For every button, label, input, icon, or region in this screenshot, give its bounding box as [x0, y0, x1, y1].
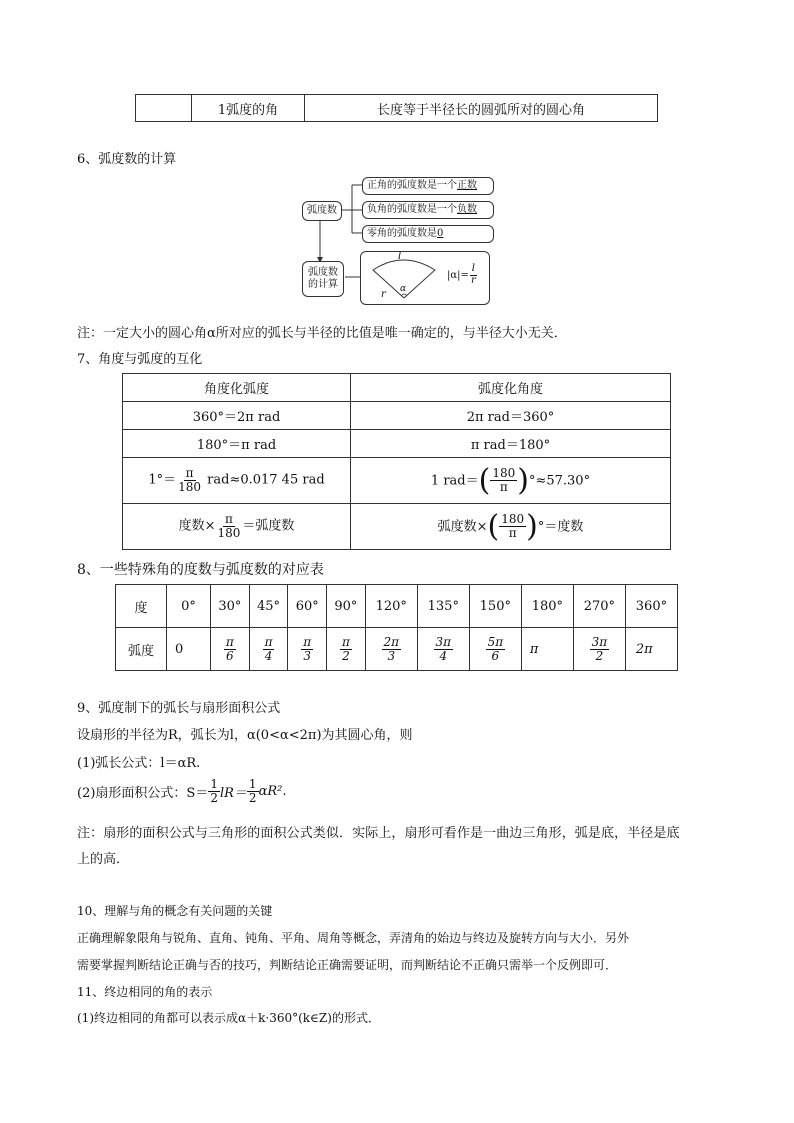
rad-num: π — [341, 634, 350, 649]
rad-frac — [590, 636, 610, 662]
conv-r4-left — [123, 504, 351, 550]
f2-num-2: 1 — [248, 777, 257, 791]
rad-cell — [327, 628, 366, 671]
section-9-note-line-1: 注：扇形的面积公式与三角形的面积公式类似．实际上，扇形可看作是一曲边三角形，弧是底，半径是底 — [77, 826, 680, 841]
conv-r3-left-a: 1°＝ — [148, 473, 177, 488]
rad-num: 5π — [487, 634, 504, 649]
conv-r4-right-num: 180 — [501, 512, 525, 527]
conv-r3-right-b: °≈57.30° — [528, 473, 591, 488]
conv-r3-right-den: π — [499, 480, 508, 494]
f2-den-1: 2 — [210, 790, 218, 805]
deg-cell: 150° — [469, 585, 521, 628]
diagram-negative-box — [362, 201, 494, 219]
f2-c: αR². — [258, 783, 287, 799]
sector-angle-label: α — [400, 284, 407, 294]
sector-figure — [365, 254, 445, 302]
section-8-heading: 8、一些特殊角的度数与弧度数的对应表 — [77, 562, 324, 578]
diagram-negative-emphasis: 负数 — [457, 204, 477, 215]
angles-row1-label: 度 — [116, 585, 167, 628]
rad-frac — [301, 636, 313, 662]
rad-den: 6 — [226, 648, 234, 663]
section-11-heading: 11、终边相同的角的表示 — [77, 985, 213, 999]
deg-cell: 45° — [249, 585, 288, 628]
conv-r4-left-frac — [215, 513, 242, 539]
deg-cell: 180° — [521, 585, 573, 628]
conv-r3-right-a: 1 rad＝ — [430, 473, 479, 488]
conv-r4-right-b: °＝度数 — [537, 519, 584, 534]
section-7-heading: 7、角度与弧度的互化 — [77, 352, 203, 367]
deg-cell: 360° — [625, 585, 677, 628]
rad-frac — [486, 636, 506, 662]
top-table-cell-2: 1弧度的角 — [192, 95, 305, 122]
diagram-sector-box — [360, 251, 490, 305]
top-table-cell-1 — [136, 95, 192, 122]
deg-cell: 30° — [211, 585, 250, 628]
deg-cell: 135° — [417, 585, 469, 628]
conversion-table — [122, 373, 671, 550]
top-table — [135, 94, 658, 122]
rad-cell — [211, 628, 250, 671]
special-angles-table — [115, 584, 678, 671]
diagram-calc-line-2: 的计算 — [308, 279, 338, 290]
conv-r3-right — [351, 458, 671, 504]
section-9-heading: 9、弧度制下的弧长与扇形面积公式 — [77, 701, 281, 716]
rad-num: 3π — [591, 634, 608, 649]
section-9-intro: 设扇形的半径为R，弧长为l，α(0<α<2π)为其圆心角，则 — [77, 728, 413, 743]
diagram-positive-box — [362, 177, 494, 195]
f2-frac-2 — [247, 778, 259, 804]
f2-a: (2)扇形面积公式：S＝ — [77, 785, 209, 801]
deg-cell: 270° — [573, 585, 625, 628]
conv-head-right: 弧度化角度 — [351, 374, 671, 402]
section-11-line-1: (1)终边相同的角都可以表示成α＋k·360°(k∈Z)的形式． — [77, 1011, 380, 1025]
rad-cell: 2π — [625, 628, 677, 671]
rad-den: 2 — [595, 648, 604, 663]
conv-r2-right: π rad＝180° — [351, 430, 671, 458]
section-10-line-1: 正确理解象限角与锐角、直角、钝角、平角、周角等概念，弄清角的始边与终边及旋转方向与大小．另外 — [77, 931, 630, 945]
rad-cell — [573, 628, 625, 671]
radian-diagram — [300, 173, 495, 305]
conv-r3-right-frac — [490, 467, 517, 493]
conv-r4-left-a: 度数× — [178, 519, 216, 534]
rad-den: 3 — [387, 648, 396, 663]
rad-cell — [469, 628, 521, 671]
conv-r4-right-a: 弧度数× — [437, 519, 488, 534]
conv-r3-right-close-paren: ) — [517, 462, 529, 498]
rad-num: 2π — [383, 634, 400, 649]
rad-num: π — [264, 634, 273, 649]
conv-r4-left-den: 180 — [217, 526, 241, 540]
rad-den: 6 — [491, 648, 500, 663]
conv-r2-left: 180°＝π rad — [123, 430, 351, 458]
rad-num: π — [303, 634, 312, 649]
deg-cell: 60° — [288, 585, 327, 628]
f2-num-1: 1 — [210, 777, 218, 791]
rad-cell — [417, 628, 469, 671]
conv-r3-left-b: rad≈0.017 45 rad — [207, 473, 325, 488]
rad-num: π — [225, 634, 234, 649]
conv-r4-right — [351, 504, 671, 550]
conv-r4-left-b: ＝弧度数 — [242, 519, 295, 534]
deg-cell: 0° — [167, 585, 211, 628]
conv-r4-right-open-paren: ( — [487, 508, 500, 544]
sector-radius-label: r — [381, 289, 386, 300]
section-9-note-line-2: 上的高． — [77, 852, 130, 867]
rad-den: 2 — [342, 648, 350, 663]
rad-cell: 0 — [167, 628, 211, 671]
diagram-calc-box — [302, 261, 344, 297]
f2-frac-1 — [208, 778, 220, 804]
conv-r3-right-open-paren: ( — [478, 462, 491, 498]
section-9-formula-2 — [77, 778, 286, 804]
conv-r1-right: 2π rad＝360° — [351, 402, 671, 430]
diagram-zero-box — [362, 225, 494, 243]
diagram-negative-label: 负角的弧度数是一个 — [367, 204, 457, 215]
conv-r1-left: 360°＝2π rad — [123, 402, 351, 430]
sector-arc-label: l — [398, 251, 402, 262]
rad-den: 4 — [439, 648, 448, 663]
rad-cell: π — [521, 628, 573, 671]
section-6-heading: 6、弧度数的计算 — [77, 152, 177, 167]
f2-b: lR＝ — [219, 785, 247, 801]
diagram-main-label: 弧度数 — [307, 205, 337, 216]
section-10-heading: 10、理解与角的概念有关问题的关键 — [77, 904, 273, 918]
diagram-zero-emphasis: 0 — [437, 228, 444, 239]
diagram-main-box — [302, 201, 342, 221]
rad-den: 3 — [303, 648, 312, 663]
alpha-fraction — [469, 264, 478, 286]
section-9-formula-1: (1)弧长公式：l＝αR. — [77, 756, 201, 771]
diagram-zero-label: 零角的弧度数是 — [367, 228, 437, 239]
conv-r3-left — [123, 458, 351, 504]
rad-num: 3π — [435, 634, 452, 649]
rad-frac — [263, 636, 275, 662]
alpha-fraction-den: r — [471, 274, 476, 286]
diagram-positive-label: 正角的弧度数是一个 — [367, 180, 457, 191]
conv-r4-left-num: π — [224, 512, 233, 527]
section-6-note: 注：一定大小的圆心角α所对应的弧长与半径的比值是唯一确定的，与半径大小无关． — [77, 326, 567, 341]
alpha-abs-label: |α|= — [447, 270, 469, 281]
rad-cell — [249, 628, 288, 671]
conv-r3-left-den: 180 — [178, 480, 202, 494]
section-10-line-2: 需要掌握判断结论正确与否的技巧，判断结论正确需要证明，而判断结论不正确只需举一个反例即可． — [77, 958, 618, 972]
conv-r3-right-num: 180 — [492, 466, 516, 481]
conv-head-left: 角度化弧度 — [123, 374, 351, 402]
angles-row2-label: 弧度 — [116, 628, 167, 671]
alpha-fraction-num: l — [471, 263, 475, 274]
rad-frac — [434, 636, 454, 662]
deg-cell: 120° — [365, 585, 417, 628]
conv-r3-left-num: π — [185, 466, 194, 481]
diagram-positive-emphasis: 正数 — [457, 180, 477, 191]
rad-frac — [340, 636, 352, 662]
rad-frac — [382, 636, 402, 662]
rad-frac — [224, 636, 236, 662]
conv-r4-right-close-paren: ) — [526, 508, 538, 544]
conv-r4-right-den: π — [508, 526, 517, 540]
rad-cell — [288, 628, 327, 671]
diagram-calc-line-1: 弧度数 — [308, 267, 338, 278]
top-table-cell-3: 长度等于半径长的圆弧所对的圆心角 — [305, 95, 658, 122]
f2-den-2: 2 — [248, 790, 257, 805]
conv-r3-left-frac — [176, 467, 203, 493]
deg-cell: 90° — [327, 585, 366, 628]
rad-cell — [365, 628, 417, 671]
rad-den: 4 — [264, 648, 273, 663]
conv-r4-right-frac — [499, 513, 526, 539]
